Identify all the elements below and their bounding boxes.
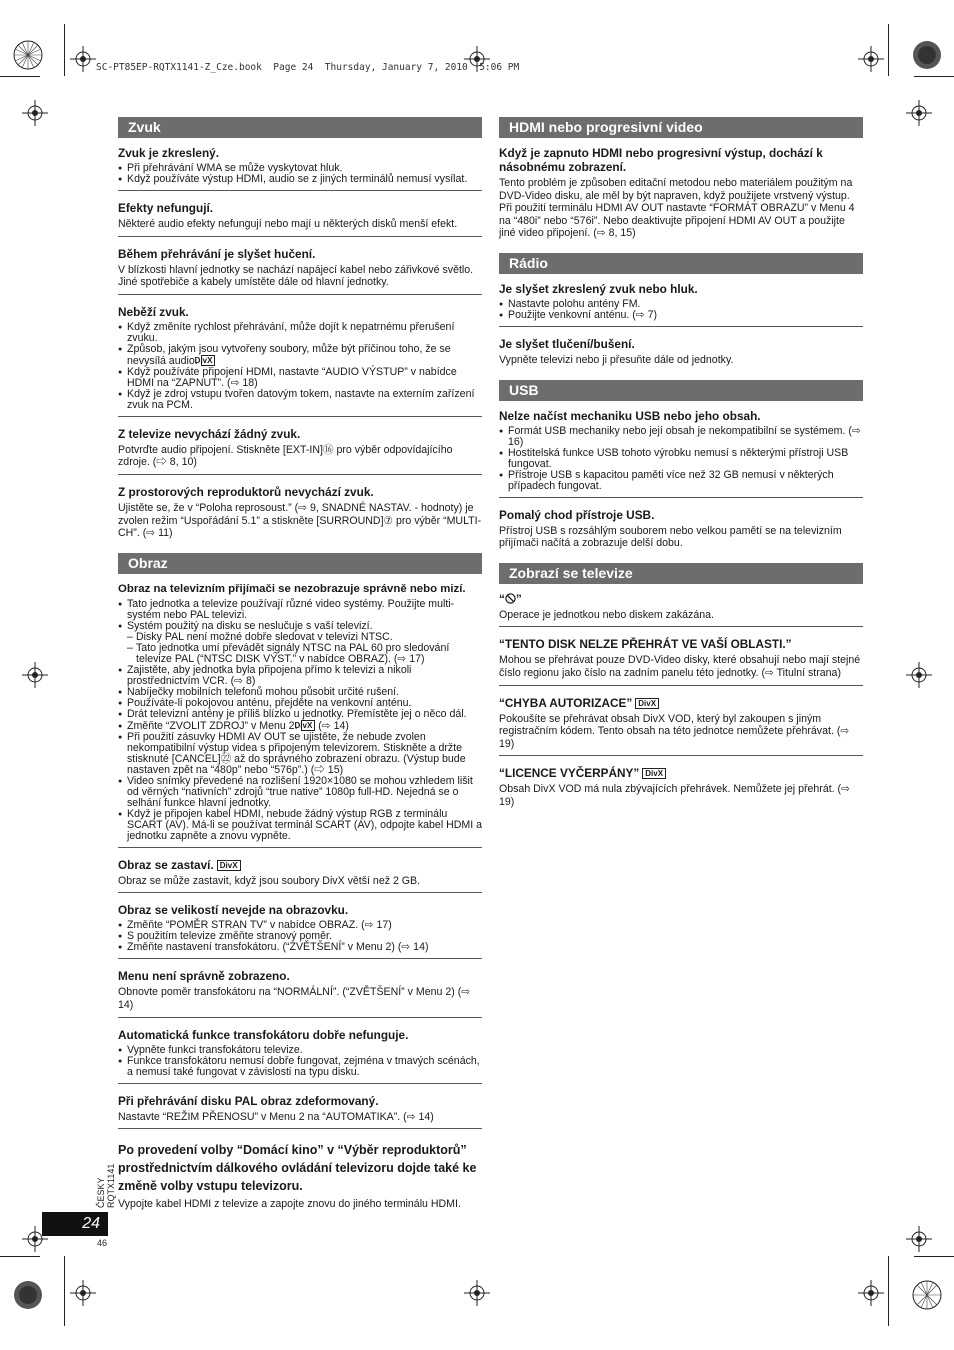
item-title: Během přehrávání je slyšet hučení. bbox=[118, 246, 316, 261]
item-title: Obraz se zastaví. DivX bbox=[118, 858, 482, 872]
registration-mark-icon bbox=[70, 1280, 96, 1306]
bullet: ● Změňte nastavení transfokátoru. (“ZVĚTŠENÍ” v Menu 2) (⇨ 14) bbox=[118, 942, 482, 953]
bullet: ● Funkce transfokátoru nemusí dobře fungovat, zejména v tmavých scénách, a nemusí také fungovat v závislosti na typu disku. bbox=[118, 1056, 482, 1078]
troubleshoot-item bbox=[118, 901, 482, 959]
bullet: ● Když je připojen kabel HDMI, nebude žádný výstup RGB z terminálu SCART (AV). Má-li se používat terminál SCART (AV), odpojte kabel HDMI a jednotku zapněte a znovu vypněte. bbox=[118, 809, 482, 842]
crop-mark bbox=[914, 76, 954, 77]
crop-mark bbox=[64, 24, 65, 76]
troubleshoot-item bbox=[499, 144, 863, 245]
sub-page-number: 46 bbox=[97, 1238, 108, 1248]
crop-mark bbox=[0, 1256, 40, 1257]
color-rosette-icon bbox=[912, 1280, 942, 1310]
registration-mark-icon bbox=[906, 100, 932, 126]
item-title: Z prostorových reproduktorů nevychází zvuk. bbox=[118, 484, 374, 499]
registration-mark-icon bbox=[858, 46, 884, 72]
item-title: Nelze načíst mechaniku USB nebo jeho obsah. bbox=[499, 408, 761, 423]
troubleshoot-item bbox=[118, 425, 482, 475]
section-title-usb: USB bbox=[499, 380, 863, 401]
crop-mark bbox=[914, 1256, 954, 1257]
item-title: Po provedení volby “Domácí kino” v “Výběr reproduktorů” prostřednictvím dálkového ovládání televizoru dojde také ke změně volby vstupu televizoru. bbox=[118, 1143, 477, 1194]
registration-mark-icon bbox=[464, 1280, 490, 1306]
gray-rosette-icon bbox=[912, 40, 942, 70]
crop-mark bbox=[64, 1256, 65, 1326]
item-title: “TENTO DISK NELZE PŘEHRÁT VE VAŠÍ OBLASTI.” bbox=[499, 637, 792, 652]
bullet: ● Nabíječky mobilních telefonů mohou působit určité rušení. bbox=[118, 687, 482, 698]
item-text: Přístroj USB s rozsáhlým souborem nebo velkou pamětí se na televizním přijímači načítá a zobrazuje delší dobu. bbox=[499, 524, 842, 550]
print-header: SC-PT85EP-RQTX1141-Z_Cze.book Page 24 Thursday, January 7, 2010 5:06 PM bbox=[96, 62, 520, 73]
item-title: Z televize nevychází žádný zvuk. bbox=[118, 426, 301, 441]
bullet: ● Video snímky převedené na rozlišení 1920×1080 se mohou vzhledem lišit od věrných “nativních” zdrojů “true native” 1080p full-HD. Nejedná se o selhání funkce hlavní jednotky. bbox=[118, 776, 482, 809]
item-text: Mohou se přehrávat pouze DVD-Video disky, které obsahují nebo mají stejné číslo regionu jako číslo na zadním panelu této jednotky. (⇨ Titulní strana) bbox=[499, 654, 861, 679]
crop-mark bbox=[888, 24, 889, 76]
item-title: “ ” bbox=[499, 591, 522, 606]
divx-badge: DivX bbox=[217, 860, 241, 871]
divx-badge: DivX bbox=[635, 698, 659, 709]
troubleshoot-item bbox=[499, 335, 863, 372]
item-text: Obnovte poměr transfokátoru na “NORMÁLNÍ”. (“ZVĚTŠENÍ” v Menu 2) (⇨ 14) bbox=[118, 986, 471, 1011]
item-text: Ujistěte se, že v “Poloha reprosoust.” (⇨ 9, SNADNÉ NASTAV. - hodnoty) je zvolen režim “Uspořádání 5.1” a stiskněte [SURROUND]⑦ pro výběr “MULTI-CH”. (⇨ 11) bbox=[118, 501, 482, 540]
registration-mark-icon bbox=[70, 46, 96, 72]
registration-mark-icon bbox=[906, 1226, 932, 1252]
item-text: Pokoušíte se přehrávat obsah DivX VOD, který byl zakoupen s jiným registračním kódem. Tento obsah na této jednotce nemůžete přehrávat. (⇨ 19) bbox=[499, 712, 850, 750]
troubleshoot-item bbox=[118, 580, 482, 848]
item-text: Nastavte “REŽIM PŘENOSU” v Menu 2 na “AUTOMATIKA”. (⇨ 14) bbox=[118, 1110, 434, 1123]
section-title-zvuk: Zvuk bbox=[118, 117, 482, 138]
registration-mark-icon bbox=[22, 100, 48, 126]
item-title: Obraz se velikostí nevejde na obrazovku. bbox=[118, 903, 349, 918]
registration-mark-icon bbox=[22, 662, 48, 688]
bullet: ● Zajistěte, aby jednotka byla připojena přímo k televizi a nikoli prostřednictvím VCR. (⇨ 8) bbox=[118, 665, 482, 687]
bullet: ● Hostitelská funkce USB tohoto výrobku nemusí s některými přístroji USB fungovat. bbox=[499, 448, 863, 470]
registration-mark-icon bbox=[858, 1280, 884, 1306]
troubleshoot-item bbox=[499, 280, 863, 327]
troubleshoot-item bbox=[118, 483, 482, 545]
item-title: Je slyšet zkreslený zvuk nebo hluk. bbox=[499, 281, 698, 296]
divx-badge: DivX bbox=[201, 355, 216, 366]
prohibited-icon bbox=[505, 593, 516, 604]
crop-mark bbox=[888, 1256, 889, 1326]
item-title: Je slyšet tlučení/bušení. bbox=[499, 336, 635, 351]
troubleshoot-item bbox=[118, 856, 482, 894]
item-title: Zvuk je zkreslený. bbox=[118, 146, 219, 160]
item-title: “CHYBA AUTORIZACE” DivX bbox=[499, 696, 863, 710]
bullet: ● Použijte venkovní anténu. (⇨ 7) bbox=[499, 310, 863, 321]
troubleshoot-item bbox=[118, 144, 482, 191]
bullet: ● Vypněte funkci transfokátoru televize. bbox=[118, 1045, 482, 1056]
troubleshoot-item bbox=[118, 245, 482, 295]
bullet: ● Když změníte rychlost přehrávání, může dojít k nepatrnému přerušení zvuku. bbox=[118, 322, 482, 344]
item-text: Některé audio efekty nefungují nebo mají u některých disků menší efekt. bbox=[118, 218, 458, 230]
language-label: ČESKY bbox=[96, 1177, 106, 1208]
bullet: ● Formát USB mechaniky nebo její obsah je nekompatibilní se systémem. (⇨ 16) bbox=[499, 426, 863, 448]
section-title-hdmi: HDMI nebo progresivní video bbox=[499, 117, 863, 138]
troubleshoot-item bbox=[118, 1092, 482, 1130]
page-number: 24 bbox=[42, 1212, 108, 1236]
gray-rosette-icon bbox=[13, 1280, 43, 1310]
troubleshoot-item bbox=[118, 303, 482, 417]
troubleshoot-item bbox=[499, 590, 863, 628]
troubleshoot-item bbox=[118, 1137, 482, 1216]
sub-bullet: – Tato jednotka umí převádět signály NTSC na PAL 60 pro sledování televize PAL (“NTSC DISK VÝST.” v nabídce OBRAZ). (⇨ 17) bbox=[118, 643, 482, 665]
bullet: ● Způsob, jakým jsou vytvořeny soubory, může být příčinou toho, že se nevysílá audio.DivX bbox=[118, 344, 482, 367]
bullet: ● S použitím televize změňte stranový poměr. bbox=[118, 931, 482, 942]
divx-badge: DivX bbox=[642, 768, 666, 779]
item-text: Operace je jednotkou nebo diskem zakázána. bbox=[499, 608, 714, 621]
bullet: ● Tato jednotka a televize používají různé video systémy. Použijte multi-systém nebo PAL televizi. bbox=[118, 599, 482, 621]
troubleshoot-item bbox=[118, 1026, 482, 1084]
item-text: Obsah DivX VOD má nula zbývajících přehrávek. Nemůžete jej přehrát. (⇨ 19) bbox=[499, 783, 850, 808]
registration-mark-icon bbox=[464, 46, 490, 72]
item-text: Vypněte televizi nebo ji přesuňte dále od jednotky. bbox=[499, 353, 734, 366]
bullet: ● Když používáte výstup HDMI, audio se z jiných terminálů nemusí vysílat. bbox=[118, 174, 482, 185]
troubleshoot-item bbox=[118, 967, 482, 1017]
divx-badge: DivX bbox=[301, 720, 316, 731]
crop-mark bbox=[0, 76, 40, 77]
section-title-obraz: Obraz bbox=[118, 553, 482, 574]
troubleshoot-item bbox=[499, 506, 863, 555]
item-text: Vypojte kabel HDMI z televize a zapojte znovu do jiného terminálu HDMI. bbox=[118, 1198, 461, 1211]
troubleshoot-item bbox=[499, 764, 863, 813]
right-column bbox=[499, 117, 863, 822]
item-title: Efekty nefungují. bbox=[118, 201, 214, 215]
bullet: ● Přístroje USB s kapacitou paměti více než 32 GB nemusí v některých případech fungovat. bbox=[499, 470, 863, 492]
item-text: Tento problém je způsoben editační metodou nebo materiálem použitým na DVD-Video disku, ale měl by být napraven, když použijete vrstvený výstup. Při použití terminálu HDMI AV OUT nastavte “FORMÁT OBRAZU” v Menu 4 na “480i” nebo “576i”. Nebo deaktivujte připojení HDMI AV OUT a použijte jiné video připojení. (⇨ 8, 15) bbox=[499, 177, 855, 240]
bullet: ● Systém použitý na disku se neslučuje s vaší televizí. bbox=[118, 621, 482, 632]
item-text: V blízkosti hlavní jednotky se nachází napájecí kabel nebo zářivkové světlo. Jiné spotřebiče a kabely umístěte dále od hlavní jednotky. bbox=[118, 263, 474, 289]
bullet: ● Když je zdroj vstupu tvořen datovým tokem, nastavte na externím zařízení zvuk na PCM. bbox=[118, 389, 482, 411]
troubleshoot-item bbox=[118, 199, 482, 237]
item-text: Obraz se může zastavit, když jsou soubory DivX větší než 2 GB. bbox=[118, 874, 421, 887]
bullet: ● Při přehrávání WMA se může vyskytovat hluk. bbox=[118, 163, 482, 174]
item-text: Potvrďte audio připojení. Stiskněte [EXT-IN]⑯ pro výběr odpovídajícího zdroje. (⇨ 8, 10) bbox=[118, 443, 453, 469]
item-title: Při přehrávání disku PAL obraz zdeformovaný. bbox=[118, 1093, 379, 1108]
side-label bbox=[96, 1158, 116, 1210]
bullet: ● Při použití zásuvky HDMI AV OUT se ujistěte, že nebude zvolen nekompatibilní výstup videa s připojeným televizorem. Stiskněte a držte stisknuté [CANCEL]㉒ až do správného zobrazení obrazu. (Výstup bude nastaven zpět na “480p” nebo “576p”.) (⇨ 15) bbox=[118, 732, 482, 776]
item-title: Když je zapnuto HDMI nebo progresivní výstup, dochází k násobnému zobrazení. bbox=[499, 146, 823, 174]
item-title: Pomalý chod přístroje USB. bbox=[499, 507, 655, 522]
troubleshoot-item bbox=[499, 694, 863, 757]
item-title: Automatická funkce transfokátoru dobře nefunguje. bbox=[118, 1027, 409, 1042]
model-code: RQTX1141 bbox=[106, 1163, 116, 1208]
item-title: Menu není správně zobrazeno. bbox=[118, 969, 290, 984]
section-title-tv: Zobrazí se televize bbox=[499, 563, 863, 584]
sub-bullet: – Disky PAL není možné dobře sledovat v televizi NTSC. bbox=[118, 632, 482, 643]
bullet: ● Změňte “ZVOLIT ZDROJ” v Menu 2.DivX (⇨ 14) bbox=[118, 720, 482, 732]
bullet: ● Používáte-li pokojovou anténu, přejděte na venkovní anténu. bbox=[118, 698, 482, 709]
color-rosette-icon bbox=[13, 40, 43, 70]
left-column bbox=[118, 117, 482, 1224]
bullet: ● Nastavte polohu antény FM. bbox=[499, 299, 863, 310]
bullet: ● Když používáte připojení HDMI, nastavte “AUDIO VÝSTUP” v nabídce HDMI na “ZAPNUT”. (⇨ 18) bbox=[118, 367, 482, 389]
item-title: Neběží zvuk. bbox=[118, 304, 189, 319]
section-title-radio: Rádio bbox=[499, 253, 863, 274]
bullet: ● Změňte “POMĚR STRAN TV” v nabídce OBRAZ. (⇨ 17) bbox=[118, 920, 482, 931]
item-title: Obraz na televizním přijímači se nezobrazuje správně nebo mizí. bbox=[118, 582, 466, 595]
registration-mark-icon bbox=[906, 662, 932, 688]
item-title: “LICENCE VYČERPÁNY” DivX bbox=[499, 766, 863, 780]
bullet: ● Drát televizní antény je příliš blízko u jednotky. Přemístěte jej o něco dál. bbox=[118, 709, 482, 720]
troubleshoot-item bbox=[499, 635, 863, 685]
troubleshoot-item bbox=[499, 407, 863, 498]
